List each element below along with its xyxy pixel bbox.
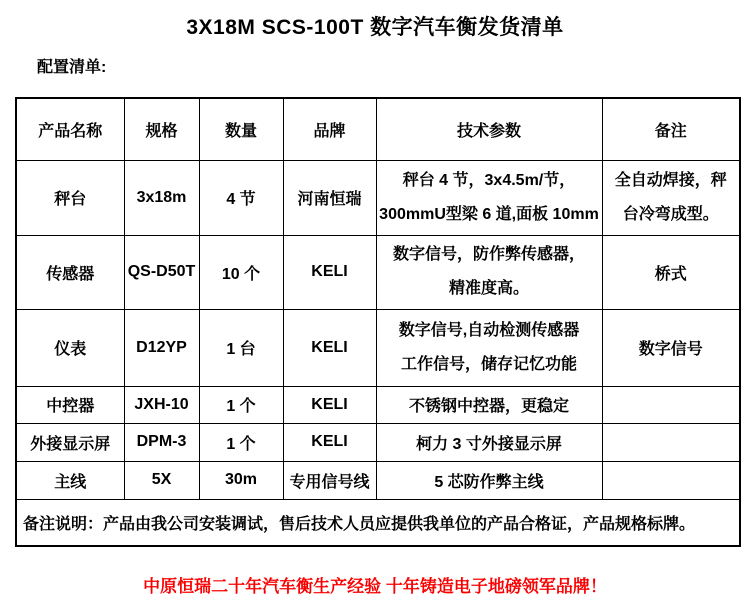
cell-spec: QS-D50T [124, 235, 199, 309]
header-quantity: 数量 [199, 98, 283, 160]
cell-spec: D12YP [124, 309, 199, 386]
cell-brand: KELI [283, 309, 376, 386]
cell-remark: 桥式 [602, 235, 740, 309]
cell-spec: JXH-10 [124, 386, 199, 423]
cell-spec: DPM-3 [124, 423, 199, 461]
cell-quantity: 30m [199, 461, 283, 499]
cell-tech-params: 不锈钢中控器，更稳定 [376, 386, 602, 423]
cell-product-name: 外接显示屏 [16, 423, 124, 461]
cell-quantity: 1 台 [199, 309, 283, 386]
table-row-external-display [16, 423, 740, 461]
section-label-config-list: 配置清单: [37, 59, 107, 76]
table-row-scale-platform [16, 160, 740, 235]
cell-brand: 专用信号线 [283, 461, 376, 499]
cell-quantity: 4 节 [199, 160, 283, 235]
table-row-load-cell [16, 235, 740, 309]
cell-spec: 3x18m [124, 160, 199, 235]
cell-tech-params: 柯力 3 寸外接显示屏 [376, 423, 602, 461]
cell-brand: 河南恒瑞 [283, 160, 376, 235]
table-row-junction-box [16, 386, 740, 423]
header-spec: 规格 [124, 98, 199, 160]
cell-brand: KELI [283, 423, 376, 461]
cell-brand: KELI [283, 235, 376, 309]
cell-spec: 5X [124, 461, 199, 499]
table-row-indicator [16, 309, 740, 386]
table-row-main-cable [16, 461, 740, 499]
note-text: 备注说明：产品由我公司安装调试，售后技术人员应提供我单位的产品合格证，产品规格标牌。 [16, 499, 740, 546]
footer-slogan: 中原恒瑞二十年汽车衡生产经验 十年铸造电子地磅领军品牌！ [143, 577, 607, 596]
cell-remark [602, 423, 740, 461]
cell-product-name: 传感器 [16, 235, 124, 309]
cell-quantity: 1 个 [199, 386, 283, 423]
cell-tech-params: 数字信号，防作弊传感器， 精准度高。 [376, 235, 602, 309]
table-note-row [16, 499, 740, 546]
cell-product-name: 中控器 [16, 386, 124, 423]
header-remark: 备注 [602, 98, 740, 160]
cell-brand: KELI [283, 386, 376, 423]
cell-product-name: 秤台 [16, 160, 124, 235]
cell-tech-params: 秤台 4 节，3x4.5m/节， 300mmU型梁 6 道,面板 10mm [376, 160, 602, 235]
page-title: 3X18M SCS-100T 数字汽车衡发货清单 [186, 16, 564, 39]
cell-tech-params: 5 芯防作弊主线 [376, 461, 602, 499]
cell-tech-params: 数字信号,自动检测传感器 工作信号，储存记忆功能 [376, 309, 602, 386]
spec-table [15, 97, 741, 547]
header-tech-params: 技术参数 [376, 98, 602, 160]
cell-remark: 全自动焊接，秤 台冷弯成型。 [602, 160, 740, 235]
cell-remark [602, 386, 740, 423]
cell-product-name: 主线 [16, 461, 124, 499]
cell-product-name: 仪表 [16, 309, 124, 386]
header-product-name: 产品名称 [16, 98, 124, 160]
cell-remark [602, 461, 740, 499]
table-header-row [16, 98, 740, 160]
cell-remark: 数字信号 [602, 309, 740, 386]
header-brand: 品牌 [283, 98, 376, 160]
cell-quantity: 1 个 [199, 423, 283, 461]
cell-quantity: 10 个 [199, 235, 283, 309]
